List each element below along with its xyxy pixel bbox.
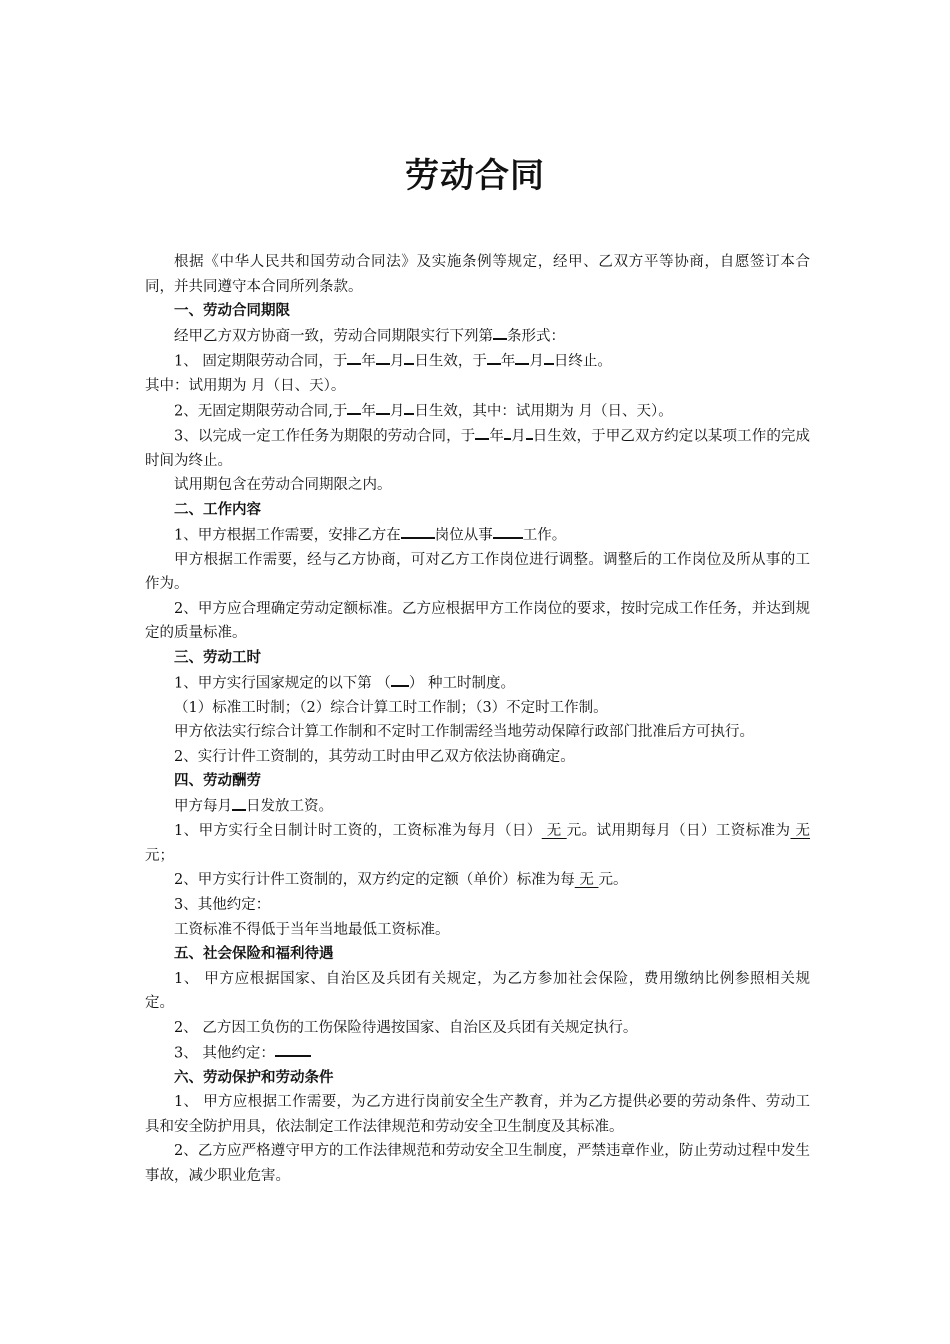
blank-line bbox=[544, 349, 554, 366]
paragraph: 1、甲方实行国家规定的以下第 （ ） 种工时制度。 bbox=[145, 671, 810, 696]
blank-line bbox=[493, 523, 523, 540]
paragraph: 2、无固定期限劳动合同,于 年 月 日生效，其中：试用期为 月（日、天）。 bbox=[145, 399, 810, 424]
blank-line bbox=[404, 349, 414, 366]
blank-line bbox=[391, 671, 409, 688]
blank-line bbox=[504, 424, 511, 441]
filled-value: 无 bbox=[541, 823, 567, 840]
section-heading-hours: 三、劳动工时 bbox=[174, 650, 261, 666]
blank-line bbox=[232, 794, 246, 811]
filled-value: 无 bbox=[574, 872, 599, 889]
paragraph: 试用期包含在劳动合同期限之内。 bbox=[174, 477, 392, 494]
filled-value: 无 bbox=[790, 823, 811, 840]
paragraph: 甲方依法实行综合计算工作制和不定时工作制需经当地劳动保障行政部门批准后方可执行。 bbox=[174, 724, 754, 741]
blank-line bbox=[376, 399, 390, 416]
paragraph: 3、 其他约定： bbox=[145, 1041, 810, 1066]
paragraph: 1、甲方根据工作需要，安排乙方在 岗位从事 工作。 bbox=[145, 523, 810, 548]
paragraph: 1、 固定期限劳动合同，于 年 月 日生效，于 年 月 日终止。 bbox=[145, 349, 810, 374]
blank-line bbox=[275, 1041, 311, 1058]
paragraph: 2、实行计件工资制的，其劳动工时由甲乙双方依法协商确定。 bbox=[174, 748, 575, 765]
paragraph: 工资标准不得低于当年当地最低工资标准。 bbox=[174, 921, 450, 938]
blank-line bbox=[376, 349, 390, 366]
paragraph: 2、甲方实行计件工资制的，双方约定的定额（单价）标准为每 无 元。 bbox=[174, 872, 628, 889]
blank-line bbox=[526, 424, 533, 441]
section-heading-insurance: 五、社会保险和福利待遇 bbox=[174, 946, 334, 963]
paragraph: 1、 甲方应根据工作需要，为乙方进行岗前安全生产教育，并为乙方提供必要的劳动条件、劳动工具和安全防护用具，依法制定工作法律规范和劳动安全卫生制度及其标准。 bbox=[145, 1094, 810, 1135]
blank-line bbox=[347, 349, 361, 366]
blank-line bbox=[475, 424, 489, 441]
paragraph: 2、乙方应严格遵守甲方的工作法律规范和劳动安全卫生制度，严禁违章作业，防止劳动过程中发生事故，减少职业危害。 bbox=[145, 1143, 810, 1184]
paragraph: 3、以完成一定工作任务为期限的劳动合同，于 年 月 日生效，于甲乙双方约定以某项工作的完成时间为终止。 bbox=[145, 424, 810, 474]
blank-line bbox=[347, 399, 361, 416]
paragraph: 经甲乙方双方协商一致，劳动合同期限实行下列第 条形式： bbox=[145, 324, 810, 349]
blank-line bbox=[493, 324, 507, 341]
document-body bbox=[145, 250, 810, 1189]
blank-line bbox=[401, 523, 435, 540]
section-heading-pay: 四、劳动酬劳 bbox=[174, 773, 261, 790]
paragraph: 1、甲方实行全日制计时工资的，工资标准为每月（日） 无 元。试用期每月（日）工资标准为 无 元； bbox=[145, 823, 811, 864]
section-heading-term: 一、劳动合同期限 bbox=[174, 303, 290, 320]
document-title: 劳动合同 bbox=[405, 156, 545, 196]
paragraph: （1）标准工时制；（2）综合计算工时工作制；（3）不定时工作制。 bbox=[174, 699, 608, 716]
paragraph: 2、 乙方因工负伤的工伤保险待遇按国家、自治区及兵团有关规定执行。 bbox=[174, 1019, 638, 1036]
section-heading-protection: 六、劳动保护和劳动条件 bbox=[174, 1069, 334, 1086]
paragraph: 其中：试用期为 月（日、天）。 bbox=[145, 377, 346, 394]
section-heading-work: 二、工作内容 bbox=[174, 501, 261, 518]
blank-line bbox=[487, 349, 501, 366]
paragraph: 甲方根据工作需要，经与乙方协商，可对乙方工作岗位进行调整。调整后的工作岗位及所从事的工作为。 bbox=[145, 551, 810, 593]
paragraph: 1、 甲方应根据国家、自治区及兵团有关规定，为乙方参加社会保险，费用缴纳比例参照相关规定。 bbox=[145, 970, 810, 1012]
blank-line bbox=[515, 349, 529, 366]
paragraph: 2、甲方应合理确定劳动定额标准。乙方应根据甲方工作岗位的要求，按时完成工作任务，并达到规定的质量标准。 bbox=[145, 600, 810, 642]
paragraph: 甲方每月 日发放工资。 bbox=[145, 794, 810, 819]
intro-paragraph: 根据《中华人民共和国劳动合同法》及实施条例等规定，经甲、乙双方平等协商，自愿签订本合同，并共同遵守本合同所列条款。 bbox=[145, 254, 810, 295]
paragraph: 3、其他约定： bbox=[174, 896, 271, 913]
blank-line bbox=[404, 399, 414, 416]
